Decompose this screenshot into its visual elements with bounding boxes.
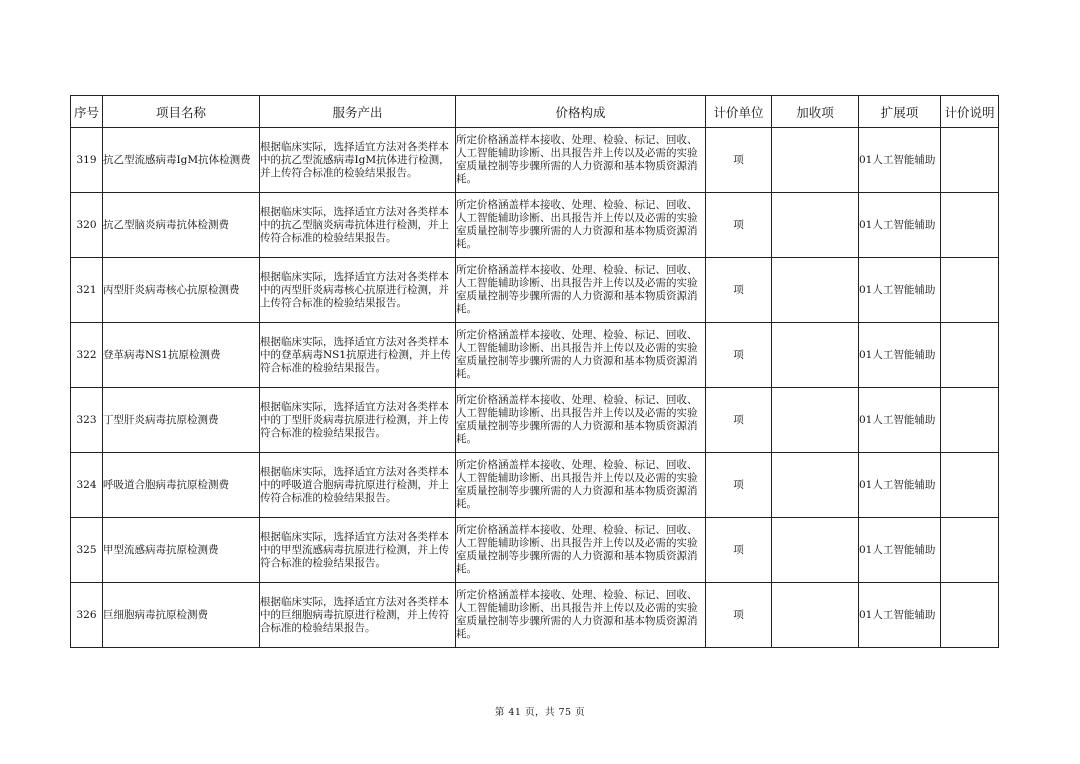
- row-service-output: 根据临床实际，选择适宜方法对各类样本中的呼吸道合胞病毒抗原进行检测，并上传符合标准的检验结果报告。: [260, 453, 456, 518]
- page-number: 第 41 页，共 75 页: [494, 707, 586, 718]
- row-seq: 325: [71, 518, 103, 583]
- row-service-output: 根据临床实际，选择适宜方法对各类样本中的巨细胞病毒抗原进行检测，并上传符合标准的检验结果报告。: [260, 583, 456, 648]
- row-item-name: 抗乙型流感病毒IgM抗体检测费: [103, 128, 260, 193]
- header-extension: 扩展项: [859, 96, 941, 128]
- row-pricing-unit: 项: [706, 518, 772, 583]
- row-pricing-unit: 项: [706, 453, 772, 518]
- row-extension: 01人工智能辅助: [859, 583, 941, 648]
- row-pricing-note: [941, 128, 999, 193]
- header-surcharge: 加收项: [772, 96, 859, 128]
- header-pricing-note: 计价说明: [941, 96, 999, 128]
- row-pricing-note: [941, 193, 999, 258]
- row-extension: 01人工智能辅助: [859, 323, 941, 388]
- row-price-composition: 所定价格涵盖样本接收、处理、检验、标记、回收、人工智能辅助诊断、出具报告并上传以及必需的实验室质量控制等步骤所需的人力资源和基本物质资源消耗。: [456, 518, 706, 583]
- row-surcharge: [772, 583, 859, 648]
- row-price-composition: 所定价格涵盖样本接收、处理、检验、标记、回收、人工智能辅助诊断、出具报告并上传以及必需的实验室质量控制等步骤所需的人力资源和基本物质资源消耗。: [456, 323, 706, 388]
- table-row: [71, 193, 999, 258]
- table-row: [71, 583, 999, 648]
- row-pricing-note: [941, 323, 999, 388]
- table-row: [71, 518, 999, 583]
- row-service-output: 根据临床实际，选择适宜方法对各类样本中的登革病毒NS1抗原进行检测，并上传符合标准的检验结果报告。: [260, 323, 456, 388]
- row-service-output: 根据临床实际，选择适宜方法对各类样本中的甲型流感病毒抗原进行检测，并上传符合标准的检验结果报告。: [260, 518, 456, 583]
- row-item-name: 丁型肝炎病毒抗原检测费: [103, 388, 260, 453]
- row-item-name: 呼吸道合胞病毒抗原检测费: [103, 453, 260, 518]
- row-service-output: 根据临床实际，选择适宜方法对各类样本中的丁型肝炎病毒抗原进行检测，并上传符合标准的检验结果报告。: [260, 388, 456, 453]
- table-row: [71, 323, 999, 388]
- row-pricing-unit: 项: [706, 193, 772, 258]
- table-row: [71, 388, 999, 453]
- row-price-composition: 所定价格涵盖样本接收、处理、检验、标记、回收、人工智能辅助诊断、出具报告并上传以及必需的实验室质量控制等步骤所需的人力资源和基本物质资源消耗。: [456, 453, 706, 518]
- header-service-output: 服务产出: [260, 96, 456, 128]
- table-row: [71, 128, 999, 193]
- row-seq: 320: [71, 193, 103, 258]
- row-item-name: 丙型肝炎病毒核心抗原检测费: [103, 258, 260, 323]
- row-surcharge: [772, 518, 859, 583]
- row-extension: 01人工智能辅助: [859, 193, 941, 258]
- row-surcharge: [772, 193, 859, 258]
- row-item-name: 甲型流感病毒抗原检测费: [103, 518, 260, 583]
- table-header-row: [71, 96, 999, 128]
- row-price-composition: 所定价格涵盖样本接收、处理、检验、标记、回收、人工智能辅助诊断、出具报告并上传以及必需的实验室质量控制等步骤所需的人力资源和基本物质资源消耗。: [456, 193, 706, 258]
- table-row: [71, 453, 999, 518]
- header-item-name: 项目名称: [103, 96, 260, 128]
- row-extension: 01人工智能辅助: [859, 258, 941, 323]
- row-seq: 319: [71, 128, 103, 193]
- row-seq: 322: [71, 323, 103, 388]
- row-pricing-unit: 项: [706, 258, 772, 323]
- header-pricing-unit: 计价单位: [706, 96, 772, 128]
- row-item-name: 登革病毒NS1抗原检测费: [103, 323, 260, 388]
- row-price-composition: 所定价格涵盖样本接收、处理、检验、标记、回收、人工智能辅助诊断、出具报告并上传以及必需的实验室质量控制等步骤所需的人力资源和基本物质资源消耗。: [456, 128, 706, 193]
- row-service-output: 根据临床实际，选择适宜方法对各类样本中的抗乙型流感病毒IgM抗体进行检测，并上传符合标准的检验结果报告。: [260, 128, 456, 193]
- header-price-composition: 价格构成: [456, 96, 706, 128]
- row-surcharge: [772, 388, 859, 453]
- table-row: [71, 258, 999, 323]
- row-extension: 01人工智能辅助: [859, 453, 941, 518]
- row-pricing-note: [941, 258, 999, 323]
- row-service-output: 根据临床实际，选择适宜方法对各类样本中的抗乙型脑炎病毒抗体进行检测，并上传符合标准的检验结果报告。: [260, 193, 456, 258]
- row-pricing-unit: 项: [706, 583, 772, 648]
- row-pricing-note: [941, 388, 999, 453]
- row-item-name: 巨细胞病毒抗原检测费: [103, 583, 260, 648]
- row-service-output: 根据临床实际，选择适宜方法对各类样本中的丙型肝炎病毒核心抗原进行检测，并上传符合标准的检验结果报告。: [260, 258, 456, 323]
- row-surcharge: [772, 323, 859, 388]
- pricing-table: [70, 95, 999, 648]
- header-seq: 序号: [71, 96, 103, 128]
- row-extension: 01人工智能辅助: [859, 388, 941, 453]
- row-extension: 01人工智能辅助: [859, 128, 941, 193]
- row-pricing-note: [941, 518, 999, 583]
- row-seq: 324: [71, 453, 103, 518]
- row-pricing-unit: 项: [706, 323, 772, 388]
- row-price-composition: 所定价格涵盖样本接收、处理、检验、标记、回收、人工智能辅助诊断、出具报告并上传以及必需的实验室质量控制等步骤所需的人力资源和基本物质资源消耗。: [456, 583, 706, 648]
- row-surcharge: [772, 453, 859, 518]
- row-pricing-note: [941, 453, 999, 518]
- row-extension: 01人工智能辅助: [859, 518, 941, 583]
- row-seq: 321: [71, 258, 103, 323]
- row-item-name: 抗乙型脑炎病毒抗体检测费: [103, 193, 260, 258]
- row-price-composition: 所定价格涵盖样本接收、处理、检验、标记、回收、人工智能辅助诊断、出具报告并上传以及必需的实验室质量控制等步骤所需的人力资源和基本物质资源消耗。: [456, 258, 706, 323]
- row-price-composition: 所定价格涵盖样本接收、处理、检验、标记、回收、人工智能辅助诊断、出具报告并上传以及必需的实验室质量控制等步骤所需的人力资源和基本物质资源消耗。: [456, 388, 706, 453]
- row-surcharge: [772, 128, 859, 193]
- row-seq: 326: [71, 583, 103, 648]
- row-pricing-note: [941, 583, 999, 648]
- row-pricing-unit: 项: [706, 128, 772, 193]
- row-surcharge: [772, 258, 859, 323]
- row-pricing-unit: 项: [706, 388, 772, 453]
- row-seq: 323: [71, 388, 103, 453]
